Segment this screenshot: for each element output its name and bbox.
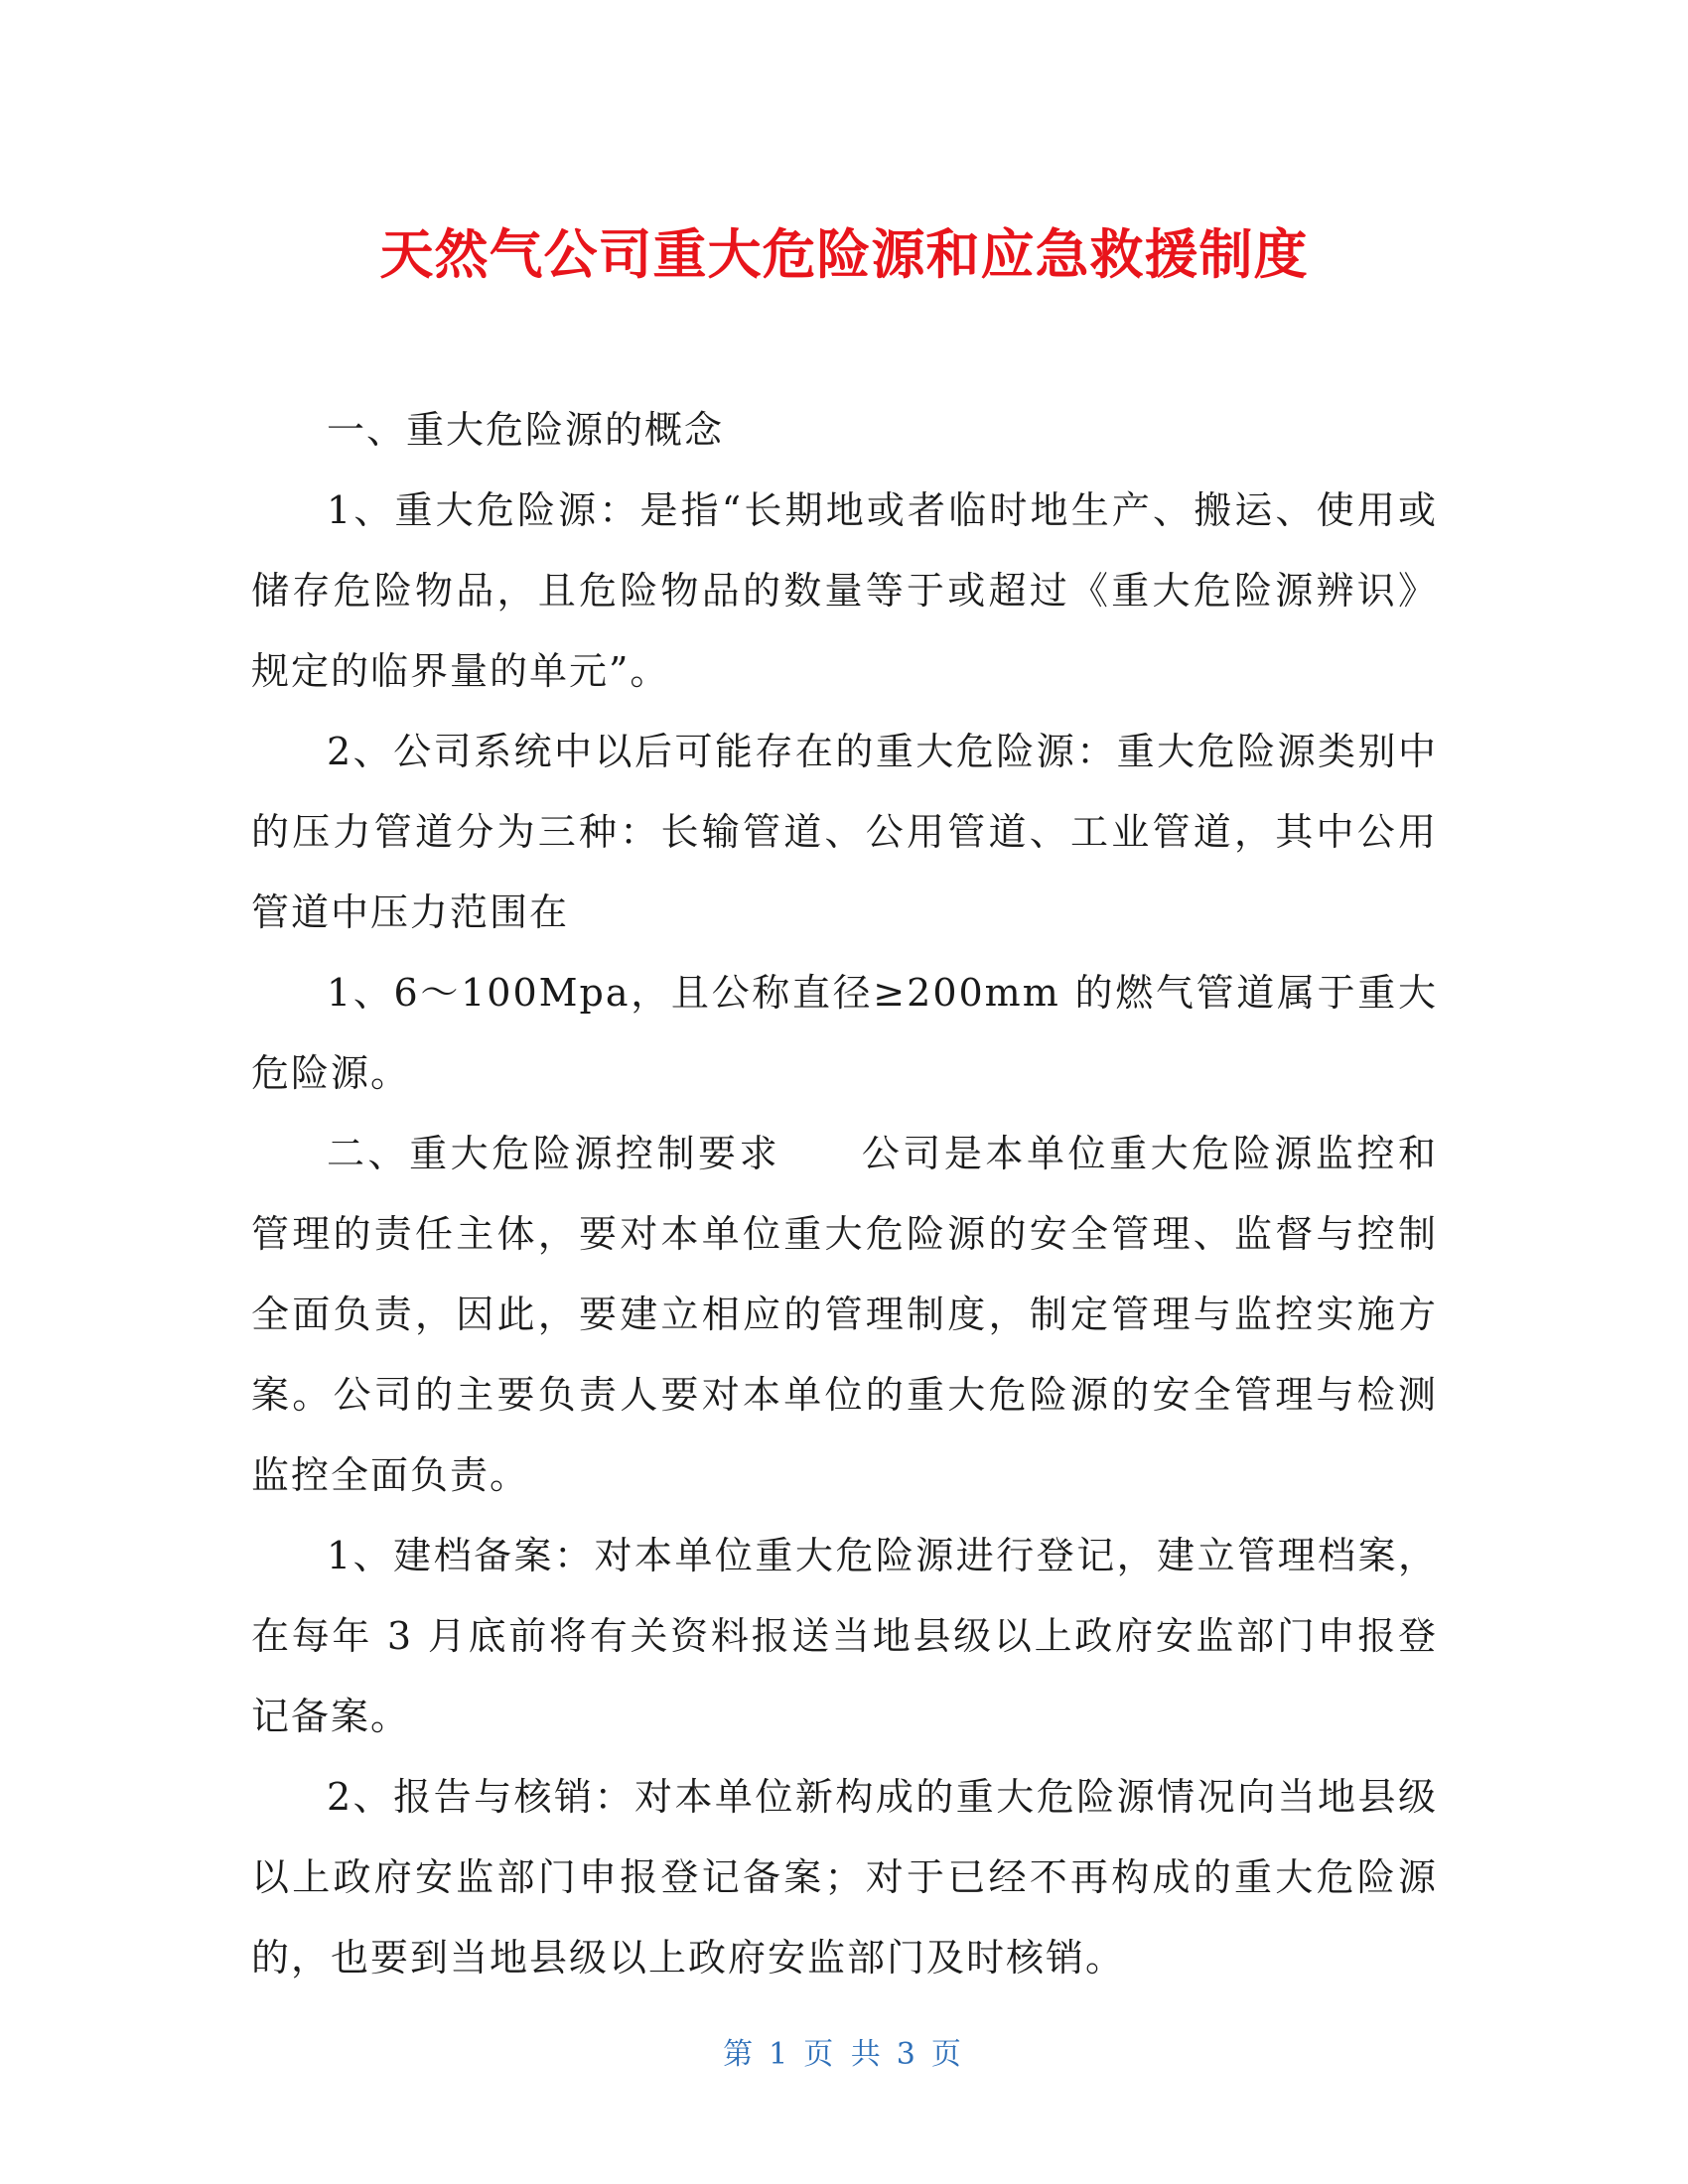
footer-label-page: 第 bbox=[723, 2037, 758, 2072]
footer-label-of: 页 共 bbox=[803, 2037, 885, 2072]
page-footer bbox=[0, 2035, 1688, 2075]
section-2-heading: 二、重大危险源控制要求 bbox=[327, 1132, 781, 1175]
paragraph-filing: 1、建档备案：对本单位重大危险源进行登记，建立管理档案，在每年 3 月底前将有关资料报送当地县级以上政府安监部门申报登记备案。 bbox=[251, 1534, 1438, 1738]
paragraph-pressure-range: 1、6～100Mpa，且公称直径≥200mm 的燃气管道属于重大危险源。 bbox=[251, 971, 1438, 1095]
paragraph-section-1-heading: 一、重大危险源的概念 bbox=[327, 408, 725, 452]
footer-current-page: 1 bbox=[769, 2037, 792, 2072]
document-title: 天然气公司重大危险源和应急救援制度 bbox=[379, 223, 1309, 286]
document-body bbox=[251, 390, 1438, 1998]
footer-total-pages: 3 bbox=[896, 2037, 919, 2072]
footer-label-end: 页 bbox=[930, 2037, 965, 2072]
paragraph-pipeline-types: 2、公司系统中以后可能存在的重大危险源：重大危险源类别中的压力管道分为三种：长输管道、公用管道、工业管道，其中公用管道中压力范围在 bbox=[251, 730, 1438, 934]
section-2-text: 公司是本单位重大危险源监控和管理的责任主体，要对本单位重大危险源的安全管理、监督与控制全面负责，因此，要建立相应的管理制度，制定管理与监控实施方案。公司的主要负责人要对本单位的重大危险源的安全管理与检测监控全面负责。 bbox=[251, 1132, 1438, 1497]
paragraph-section-2 bbox=[251, 1114, 1438, 1516]
paragraph-definition: 1、重大危险源：是指“长期地或者临时地生产、搬运、使用或储存危险物品，且危险物品的数量等于或超过《重大危险源辨识》规定的临界量的单元”。 bbox=[251, 488, 1438, 693]
paragraph-reporting: 2、报告与核销：对本单位新构成的重大危险源情况向当地县级以上政府安监部门申报登记备案；对于已经不再构成的重大危险源的，也要到当地县级以上政府安监部门及时核销。 bbox=[251, 1775, 1438, 1979]
